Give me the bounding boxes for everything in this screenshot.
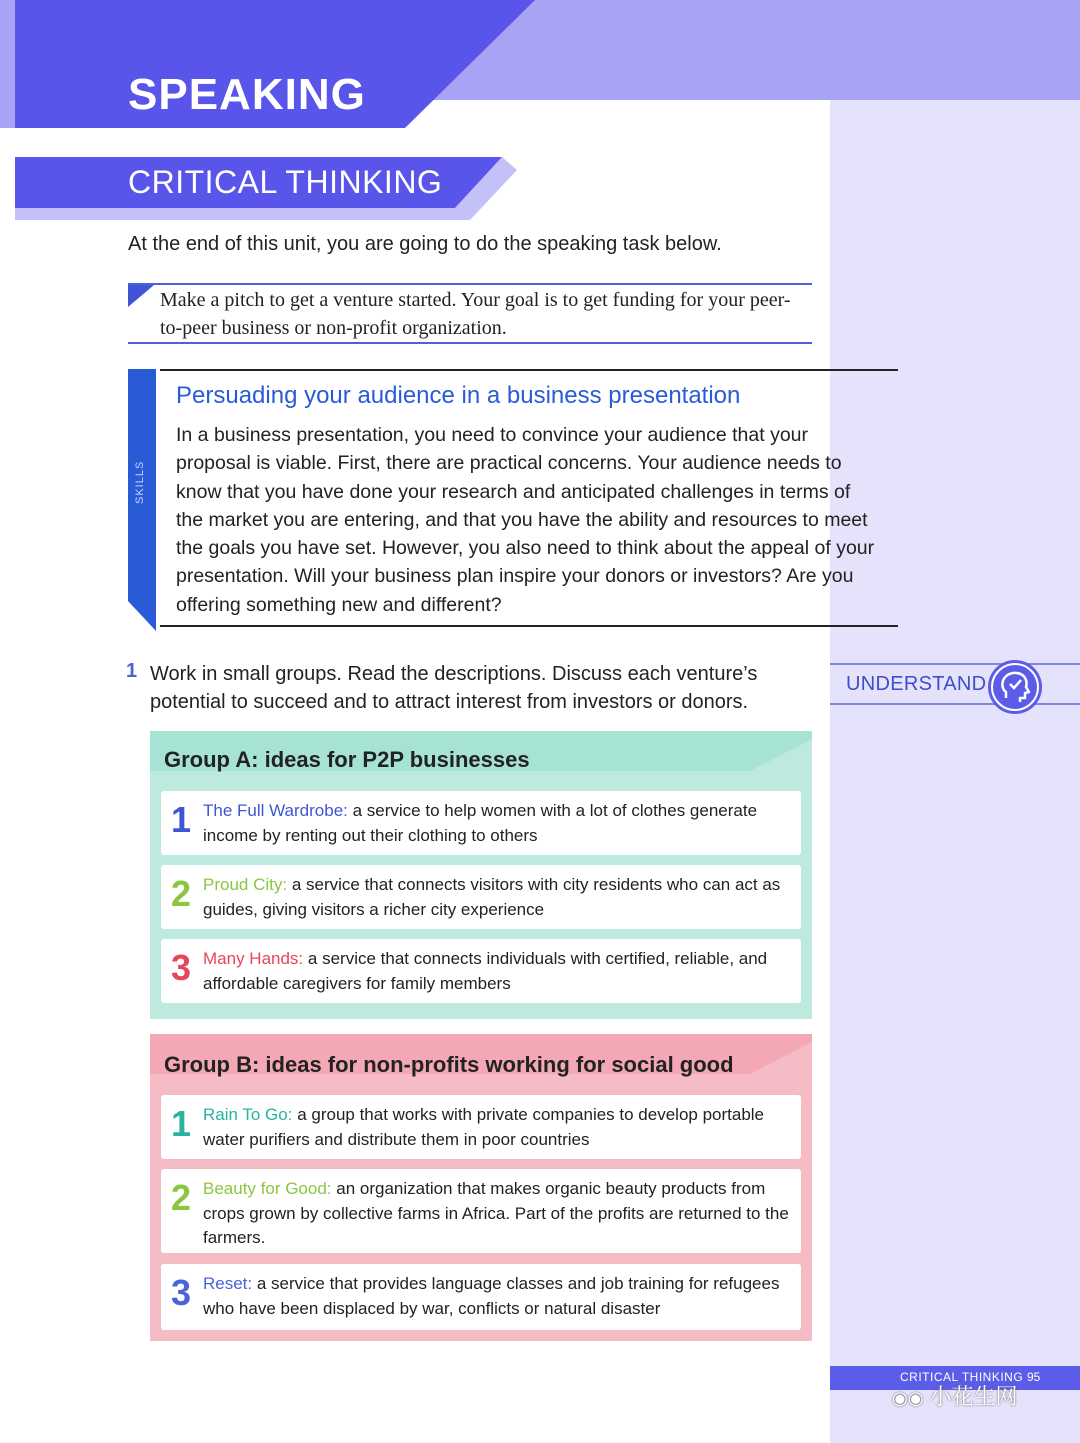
exercise-text: Work in small groups. Read the descriptions. Discuss each venture’s potential to succeed and to attract interest from investors or donors. [150, 663, 758, 713]
list-item [161, 1095, 801, 1159]
item-text [203, 799, 793, 848]
item-number: 2 [171, 873, 192, 914]
item-text [203, 1177, 793, 1251]
item-name: Proud City: [203, 875, 288, 894]
item-text [203, 873, 793, 922]
item-name: Many Hands: [203, 949, 304, 968]
wechat-icon: ◉◉ [892, 1388, 924, 1408]
group-b-title: Group B: ideas for non-profits working for social good [164, 1052, 734, 1077]
skills-body: In a business presentation, you need to convince your audience that your proposal is viable. First, there are practical concerns. Your audience needs to know that you have done your research and anticipated challenges in terms of the market you are entering, and that you have the ability and resources to meet the goals you have set. However, you also need to think about the appeal of your presentation. Will your business plan inspire your donors or investors? Are you offering something new and different? [176, 424, 875, 616]
group-a-panel [150, 731, 812, 1019]
item-description: a service to help women with a lot of clothes generate income by renting out their clothing to others [203, 801, 758, 845]
item-number: 3 [171, 947, 192, 988]
item-name: Beauty for Good: [203, 1179, 332, 1198]
task-rule-top [128, 283, 812, 285]
item-description: a group that works with private companies to develop portable water purifiers and distribute them in poor countries [203, 1105, 765, 1149]
list-item [161, 865, 801, 929]
group-b-panel [150, 1034, 812, 1341]
item-text [203, 947, 793, 996]
item-name: Rain To Go: [203, 1105, 293, 1124]
item-text [203, 1103, 793, 1152]
exercise-number: 1 [126, 660, 138, 682]
item-text [203, 1272, 793, 1321]
watermark: ◉◉ 小花生网 [892, 1384, 1018, 1409]
item-number: 2 [171, 1177, 192, 1218]
task-text: Make a pitch to get a venture started. Your goal is to get funding for your peer-to-peer business or non-profit organization. [160, 289, 791, 339]
item-number: 3 [171, 1272, 192, 1313]
head-check-icon [986, 658, 1044, 716]
footer-label: CRITICAL THINKING [900, 1370, 1024, 1384]
item-number: 1 [171, 799, 192, 840]
skills-title: Persuading your audience in a business presentation [176, 382, 741, 409]
list-item [161, 1264, 801, 1330]
item-description: a service that connects visitors with city residents who can act as guides, giving visitors a richer city experience [203, 875, 781, 919]
task-corner-mark [128, 285, 154, 307]
side-margin [830, 100, 1080, 1443]
subsection-title: CRITICAL THINKING [128, 164, 443, 200]
item-description: a service that provides language classes and job training for refugees who have been displaced by war, conflicts or natural disaster [203, 1274, 780, 1318]
intro-text: At the end of this unit, you are going to do the speaking task below. [128, 233, 722, 255]
list-item [161, 1169, 801, 1253]
list-item [161, 939, 801, 1003]
task-rule-bottom [128, 342, 812, 344]
item-name: The Full Wardrobe: [203, 801, 348, 820]
skills-tag: SKILLS [134, 460, 146, 504]
item-number: 1 [171, 1103, 192, 1144]
item-name: Reset: [203, 1274, 253, 1293]
list-item [161, 791, 801, 855]
page-number: 95 [1027, 1370, 1041, 1384]
understand-label: UNDERSTAND [846, 673, 987, 695]
section-title: SPEAKING [128, 70, 366, 119]
item-description: an organization that makes organic beauty products from crops grown by collective farms in Africa. Part of the profits are returned to the farmers. [203, 1179, 789, 1247]
group-a-title: Group A: ideas for P2P businesses [164, 747, 530, 772]
item-description: a service that connects individuals with certified, reliable, and affordable caregivers for family members [203, 949, 768, 993]
